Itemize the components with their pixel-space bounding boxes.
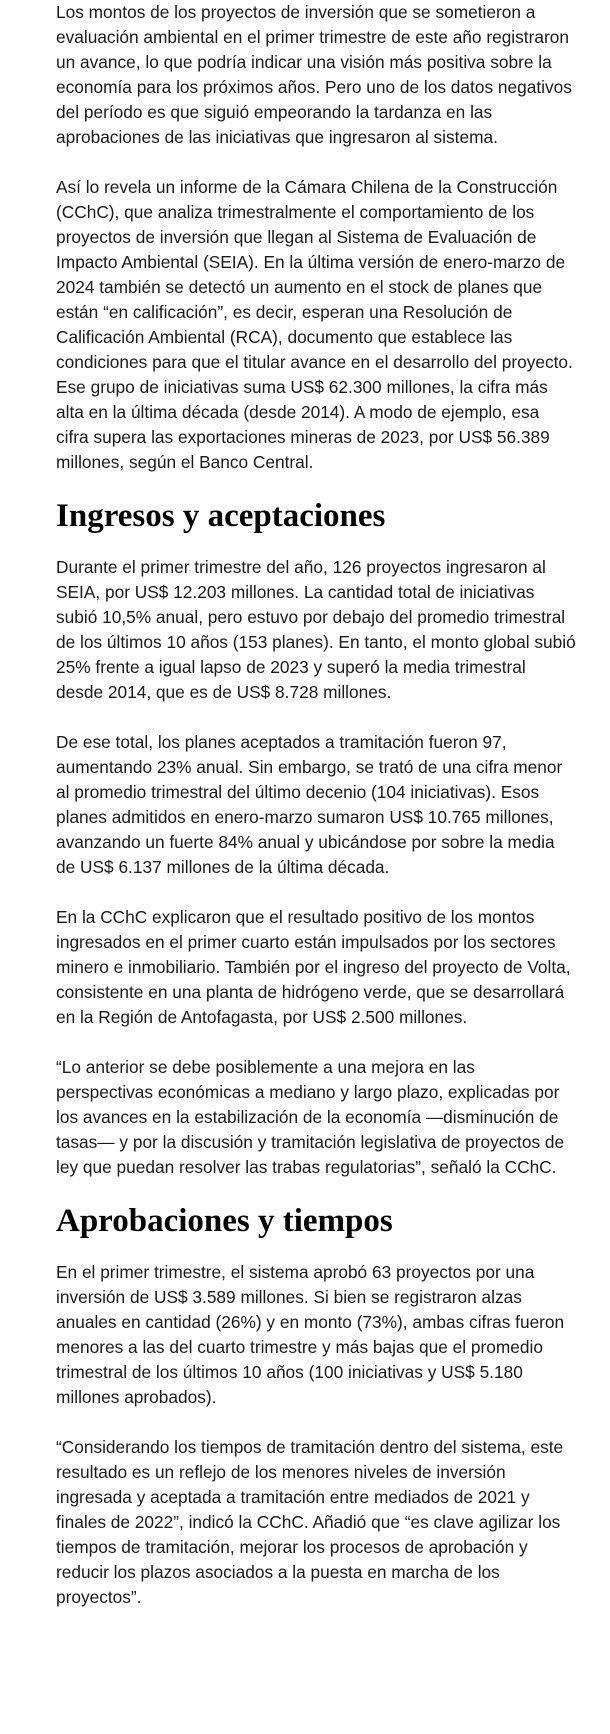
section-heading-aprobaciones: Aprobaciones y tiempos bbox=[56, 1203, 393, 1239]
section-heading-ingresos: Ingresos y aceptaciones bbox=[56, 498, 386, 534]
article-quote-tiempos: “Considerando los tiempos de tramitación dentro del sistema, este resultado es un reflejo de los menores niveles de inversión ingresada y aceptada a tramitación entre mediados de 2021 y finales de 2022”, indicó la CChC. Añadió que “es clave agilizar los tiempos de tramitación, mejorar los procesos de aprobación y reducir los plazos asociados a la puesta en marcha de los proyectos”. bbox=[56, 1437, 564, 1607]
article-body bbox=[56, 0, 576, 1635]
article-paragraph-intro: Los montos de los proyectos de inversión que se sometieron a evaluación ambiental en el primer trimestre de este año registraron un avance, lo que podría indicar una visión más positiva sobre la economía para los próximos años. Pero uno de los datos negativos del período es que siguió empeorando la tardanza en las aprobaciones de las iniciativas que ingresaron al sistema. bbox=[56, 2, 572, 147]
article-paragraph-cchc-report: Así lo revela un informe de la Cámara Chilena de la Construcción (CChC), que analiza trimestralmente el comportamiento de los proyectos de inversión que llegan al Sistema de Evaluación de Impacto Ambiental (SEIA). En la última versión de enero-marzo de 2024 también se detectó un aumento en el stock de planes que están “en calificación”, es decir, esperan una Resolución de Calificación Ambiental (RCA), documento que establece las condiciones para que el titular avance en el desarrollo del proyecto. Ese grupo de iniciativas suma US$ 62.300 millones, la cifra más alta en la última década (desde 2014). A modo de ejemplo, esa cifra supera las exportaciones mineras de 2023, por US$ 56.389 millones, según el Banco Central. bbox=[56, 177, 573, 472]
article-quote-perspectivas: “Lo anterior se debe posiblemente a una mejora en las perspectivas económicas a mediano y largo plazo, explicadas por los avances en la estabilización de la economía —disminución de tasas— y por la discusión y tramitación legislativa de proyectos de ley que puedan resolver las trabas regulatorias”, señaló la CChC. bbox=[56, 1057, 565, 1177]
article-paragraph-ingresos: Durante el primer trimestre del año, 126 proyectos ingresaron al SEIA, por US$ 12.203 millones. La cantidad total de iniciativas subió 10,5% anual, pero estuvo por debajo del promedio trimestral de los últimos 10 años (153 planes). En tanto, el monto global subió 25% frente a igual lapso de 2023 y superó la media trimestral desde 2014, que es de US$ 8.728 millones. bbox=[56, 557, 576, 702]
article-paragraph-aceptados: De ese total, los planes aceptados a tramitación fueron 97, aumentando 23% anual. Sin embargo, se trató de una cifra menor al promedio trimestral del último decenio (104 iniciativas). Esos planes admitidos en enero-marzo sumaron US$ 10.765 millones, avanzando un fuerte 84% anual y ubicándose por sobre la media de US$ 6.137 millones de la última década. bbox=[56, 732, 563, 877]
article-paragraph-aprobaciones: En el primer trimestre, el sistema aprobó 63 proyectos por una inversión de US$ 3.589 millones. Si bien se registraron alzas anuales en cantidad (26%) y en monto (73%), ambas cifras fueron menores a las del cuarto trimestre y más bajas que el promedio trimestral de los últimos 10 años (100 iniciativas y US$ 5.180 millones aprobados). bbox=[56, 1262, 565, 1407]
article-paragraph-explicacion: En la CChC explicaron que el resultado positivo de los montos ingresados en el primer cuarto están impulsados por los sectores minero e inmobiliario. También por el ingreso del proyecto de Volta, consistente en una planta de hidrógeno verde, que se desarrollará en la Región de Antofagasta, por US$ 2.500 millones. bbox=[56, 907, 571, 1027]
